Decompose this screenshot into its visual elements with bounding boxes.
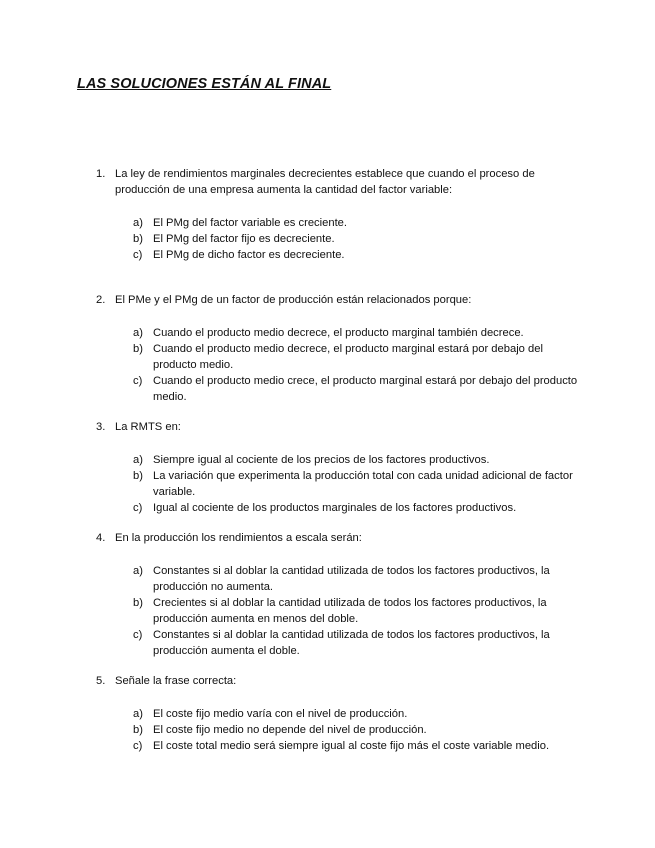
question-3 — [96, 419, 586, 516]
option-letter: a) — [133, 454, 143, 466]
option-letter: c) — [133, 249, 143, 261]
question-list — [96, 166, 586, 754]
question-text: La RMTS en: — [115, 421, 181, 433]
option-text: El PMg del factor variable es creciente. — [153, 217, 348, 229]
option-text: Constantes si al doblar la cantidad utilizada de todos los factores productivos, la producción no aumenta. — [153, 565, 550, 593]
option-text: Cuando el producto medio decrece, el producto marginal estará por debajo del producto medio. — [153, 343, 543, 371]
option-a — [133, 215, 586, 231]
option-text: Constantes si al doblar la cantidad utilizada de todos los factores productivos, la producción aumenta el doble. — [153, 629, 550, 657]
option-b — [133, 231, 586, 247]
option-c — [133, 627, 586, 659]
option-a — [133, 563, 586, 595]
option-a — [133, 325, 586, 341]
option-list — [133, 325, 586, 405]
option-b — [133, 341, 586, 373]
option-c — [133, 738, 586, 754]
option-text: El coste fijo medio no depende del nivel de producción. — [153, 724, 427, 736]
question-5 — [96, 673, 586, 754]
option-text: El coste total medio será siempre igual al coste fijo más el coste variable medio. — [153, 740, 550, 752]
option-text: Siempre igual al cociente de los precios de los factores productivos. — [153, 454, 490, 466]
option-text: El PMg de dicho factor es decreciente. — [153, 249, 345, 261]
option-b — [133, 468, 586, 500]
option-letter: b) — [133, 724, 143, 736]
option-text: Cuando el producto medio crece, el producto marginal estará por debajo del producto medio. — [153, 375, 578, 403]
option-text: La variación que experimenta la producción total con cada unidad adicional de factor variable. — [153, 470, 573, 498]
question-text: La ley de rendimientos marginales decrecientes establece que cuando el proceso de producción de una empresa aumenta la cantidad del factor variable: — [115, 168, 535, 196]
question-number: 4. — [96, 532, 106, 544]
option-c — [133, 500, 586, 516]
option-letter: b) — [133, 233, 143, 245]
option-letter: c) — [133, 740, 143, 752]
question-number: 2. — [96, 294, 106, 306]
option-letter: a) — [133, 565, 143, 577]
question-number: 3. — [96, 421, 106, 433]
question-2 — [96, 292, 586, 405]
option-letter: b) — [133, 597, 143, 609]
option-list — [133, 452, 586, 516]
option-letter: a) — [133, 327, 143, 339]
option-letter: c) — [133, 502, 143, 514]
option-a — [133, 706, 586, 722]
option-list — [133, 706, 586, 754]
option-text: Crecientes si al doblar la cantidad utilizada de todos los factores productivos, la producción aumenta en menos del doble. — [153, 597, 547, 625]
option-letter: a) — [133, 708, 143, 720]
option-text: El coste fijo medio varía con el nivel de producción. — [153, 708, 408, 720]
option-c — [133, 247, 586, 263]
option-b — [133, 722, 586, 738]
option-text: Igual al cociente de los productos marginales de los factores productivos. — [153, 502, 517, 514]
question-1 — [96, 166, 586, 263]
question-text: En la producción los rendimientos a escala serán: — [115, 532, 362, 544]
option-c — [133, 373, 586, 405]
option-text: Cuando el producto medio decrece, el producto marginal también decrece. — [153, 327, 524, 339]
option-letter: a) — [133, 217, 143, 229]
question-text: Señale la frase correcta: — [115, 675, 237, 687]
option-letter: c) — [133, 629, 143, 641]
option-b — [133, 595, 586, 627]
question-number: 1. — [96, 168, 106, 180]
page-title: LAS SOLUCIONES ESTÁN AL FINAL — [77, 76, 332, 92]
option-list — [133, 215, 586, 263]
option-list — [133, 563, 586, 659]
question-number: 5. — [96, 675, 106, 687]
option-letter: b) — [133, 343, 143, 355]
question-4 — [96, 530, 586, 659]
option-a — [133, 452, 586, 468]
option-letter: b) — [133, 470, 143, 482]
option-text: El PMg del factor fijo es decreciente. — [153, 233, 335, 245]
question-text: El PMe y el PMg de un factor de producción están relacionados porque: — [115, 294, 472, 306]
option-letter: c) — [133, 375, 143, 387]
